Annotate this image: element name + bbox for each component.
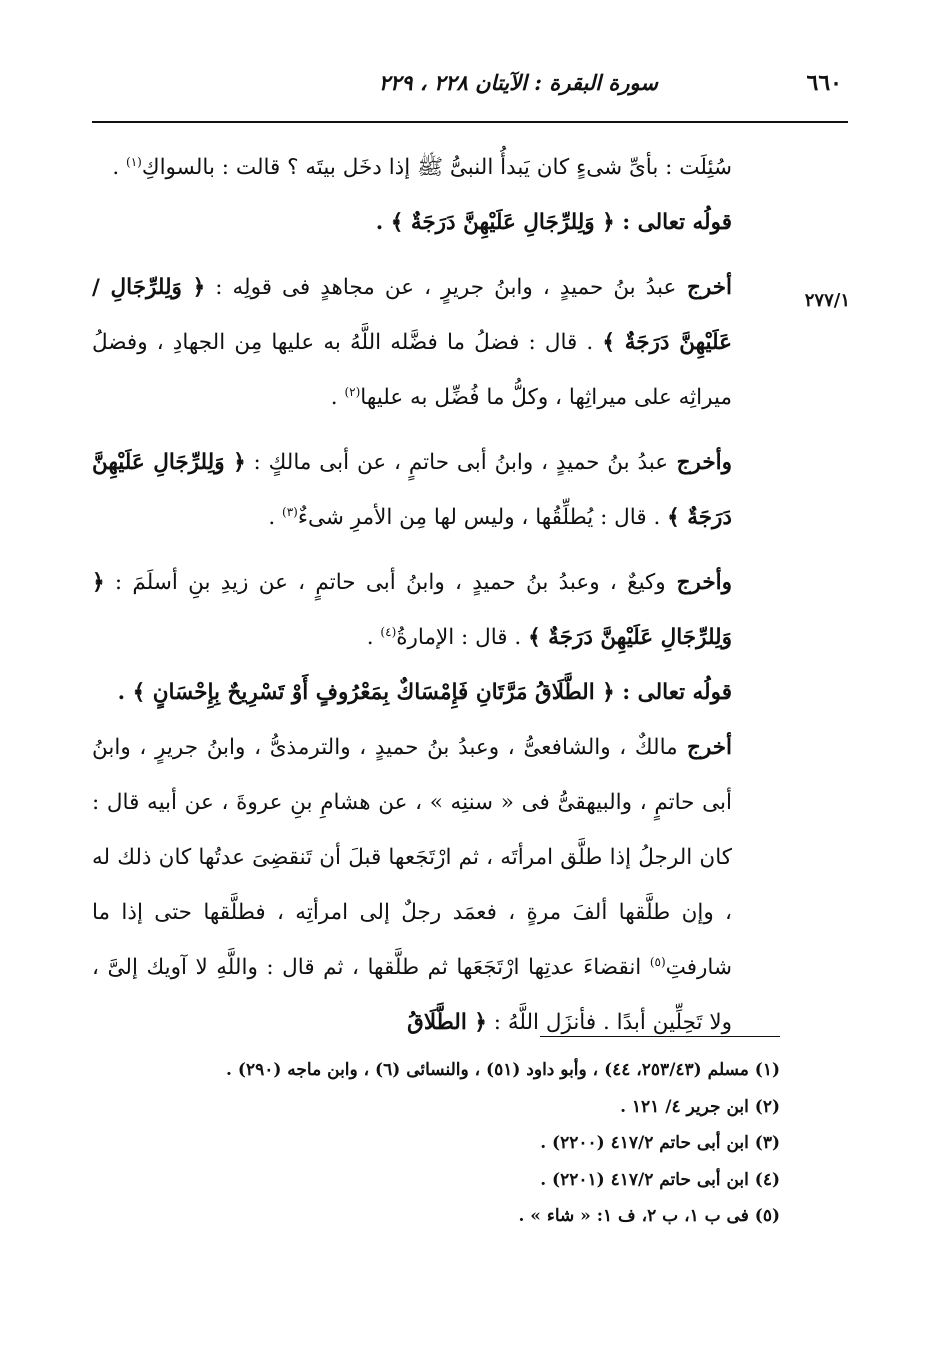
margin-reference: ٢٧٧/١: [804, 290, 850, 311]
heading-lead: قولُه تعالى :: [614, 680, 732, 705]
running-title: سورة البقرة : الآيتان ٢٢٨ ، ٢٢٩: [378, 70, 658, 95]
paragraph-text: عبدُ بنُ حميدٍ ، وابنُ جريرٍ ، عن مجاهدٍ فى قولِه :: [205, 275, 677, 300]
paragraph-lead: وأخرج: [668, 450, 733, 475]
heading-lead: قولُه تعالى :: [614, 210, 732, 235]
paragraph-text: سُئِلَت : بأىِّ شىءٍ كان يَبدأُ النبىُّ ﷺ إذا دخَل بيتَه ؟ قالت : بالسواكِ: [141, 155, 732, 180]
paragraph-1: [92, 140, 732, 195]
footnote-ref: (٤): [380, 624, 397, 639]
quran-verse: ﴿ وَلِلرِّجَالِ / عَلَيْهِنَّ دَرَجَةٌ ﴾: [92, 275, 732, 355]
paragraph-tail: .: [330, 385, 345, 410]
paragraph-5: [92, 555, 732, 665]
footnote-ref: (١): [126, 154, 142, 169]
paragraph-lead: أخرج: [676, 275, 733, 300]
paragraph-7: [92, 720, 732, 1050]
paragraph-text-2: . قال : يُطلِّقُها ، وليس لها مِن الأمرِ شىءٌ: [297, 505, 668, 530]
page-header: [92, 70, 848, 110]
paragraph-text-2: انقضاءَ عدتِها ارْتَجَعَها ثم طلَّقها ، ثم قال : واللَّهِ لا آويك إلىَّ ، ولا تَحِلِّين أبدًا . فأنزَل اللَّهُ :: [92, 955, 732, 1035]
paragraph-text: مالكٌ ، والشافعىُّ ، وعبدُ بنُ حميدٍ ، والترمذىُّ ، وابنُ جريرٍ ، وابنُ أبى حاتمٍ ، والبيهقىُّ فى « سننِه » ، عن هشامِ بنِ عروةَ ، عن أبيه قال : كان الرجلُ إذا طلَّق امرأتَه ، ثم ارْتَجَعها قبلَ أن تَنقضِىَ عدتُها كان ذلك له ، وإن طلَّقها ألفَ مرةٍ ، فعمَد رجلٌ إلى امرأتِه ، فطلَّقها حتى إذا ما شارفتِ: [92, 735, 732, 980]
paragraph-lead: وأخرج: [665, 570, 733, 595]
paragraph-text-2: . قال : فضلُ ما فضَّله اللَّهُ به عليها مِن الجهادِ ، وفضلُ ميراثِه على ميراثِها ، وكلُّ ما فُضِّل به عليها: [92, 330, 732, 410]
paragraph-4: [92, 435, 732, 545]
paragraph-text-2: . قال : الإمارةُ: [396, 625, 529, 650]
paragraph-tail: .: [366, 625, 381, 650]
paragraph-tail: .: [112, 155, 127, 180]
quran-verse: ﴿ الطَّلَاقُ: [407, 1010, 487, 1035]
footnote-rule: [540, 1036, 780, 1037]
quran-verse: ﴿ وَلِلرِّجَالِ عَلَيْهِنَّ دَرَجَةٌ ﴾: [92, 570, 732, 650]
paragraph-tail: .: [268, 505, 283, 530]
paragraph-tail: .: [117, 680, 133, 705]
paragraph-tail: .: [375, 210, 391, 235]
footnote-5: (٥) فى ب ١، ب ٢، ف ١: « شاء » .: [518, 1206, 780, 1226]
footnote-2: (٢) ابن جرير ٤/ ١٢١ .: [620, 1096, 780, 1117]
header-rule: [92, 121, 848, 123]
quran-verse: ﴿ الطَّلَاقُ مَرَّتَانِ فَإِمْسَاكٌ بِمَعْرُوفٍ أَوْ تَسْرِيحٌ بِإِحْسَانٍ ﴾: [132, 680, 615, 705]
quran-verse: ﴿ وَلِلرِّجَالِ عَلَيْهِنَّ دَرَجَةٌ ﴾: [92, 450, 732, 530]
footnote-ref: (٥): [649, 954, 666, 969]
footnotes: [150, 1052, 780, 1235]
quran-verse: ﴿ وَلِلرِّجَالِ عَلَيْهِنَّ دَرَجَةٌ ﴾: [390, 210, 615, 235]
footnote-4: (٤) ابن أبى حاتم ٤١٧/٢ (٢٢٠١) .: [540, 1169, 780, 1190]
footnote-ref: (٣): [282, 504, 298, 519]
paragraph-lead: أخرج: [677, 735, 732, 760]
verse-heading-2: [92, 665, 732, 720]
footnote-ref: (٢): [344, 384, 361, 399]
paragraph-3: [92, 260, 732, 425]
verse-heading-1: [92, 195, 732, 250]
footnote-1: (١) مسلم (٢٥٣/٤٣، ٤٤) ، وأبو داود (٥١) ، والنسائى (٦) ، وابن ماجه (٢٩٠) .: [226, 1060, 780, 1080]
paragraph-text: وكيعٌ ، وعبدُ بنُ حميدٍ ، وابنُ أبى حاتمٍ ، عن زيدِ بنِ أسلَمَ :: [104, 570, 666, 595]
paragraph-text: عبدُ بنُ حميدٍ ، وابنُ أبى حاتمٍ ، عن أبى مالكٍ :: [245, 450, 669, 475]
main-text: [92, 140, 732, 1050]
page-number: ٦٦٠: [806, 70, 842, 96]
footnote-3: (٣) ابن أبى حاتم ٤١٧/٢ (٢٢٠٠) .: [540, 1133, 780, 1153]
